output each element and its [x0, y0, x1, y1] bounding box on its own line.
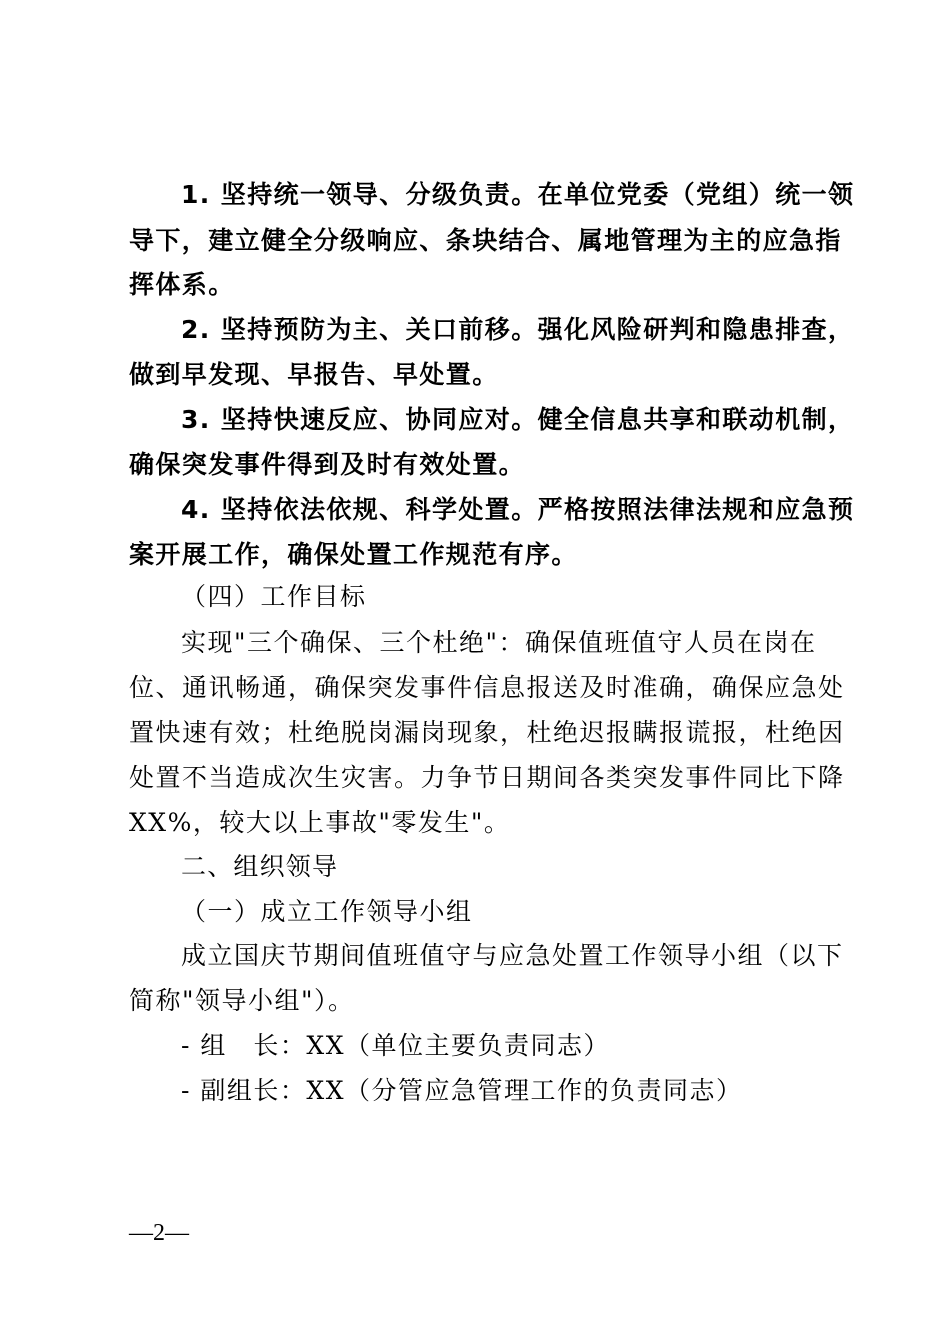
group-leader-item: - 组 长：XX（单位主要负责同志） [181, 1031, 610, 1060]
principle-1-line-1: 1. 坚持统一领导、分级负责。在单位党委（党组）统一领 [181, 180, 855, 209]
leading-group-line-2: 简称"领导小组"）。 [129, 986, 355, 1015]
principle-1-line-3: 挥体系。 [129, 270, 235, 299]
deputy-leader-item: - 副组长：XX（分管应急管理工作的负责同志） [181, 1076, 743, 1105]
principle-3-line-2: 确保突发事件得到及时有效处置。 [129, 450, 526, 479]
page-number: —2— [129, 1220, 189, 1246]
goals-line-1: 实现"三个确保、三个杜绝"：确保值班值守人员在岗在 [181, 628, 817, 657]
leading-group-line-1: 成立国庆节期间值班值守与应急处置工作领导小组（以下 [181, 941, 844, 970]
principle-2-line-2: 做到早发现、早报告、早处置。 [129, 360, 499, 389]
chapter-heading-organization: 二、组织领导 [181, 852, 339, 881]
section-heading-work-goals: （四）工作目标 [181, 582, 367, 611]
goals-line-5: XX%，较大以上事故"零发生"。 [129, 808, 511, 837]
principle-4-line-1: 4. 坚持依法依规、科学处置。严格按照法律法规和应急预 [181, 495, 855, 524]
principle-2-line-1: 2. 坚持预防为主、关口前移。强化风险研判和隐患排查， [181, 315, 855, 344]
section-heading-leading-group: （一）成立工作领导小组 [181, 897, 473, 926]
principle-1-line-2: 导下，建立健全分级响应、条块结合、属地管理为主的应急指 [129, 226, 842, 255]
principle-4-line-2: 案开展工作，确保处置工作规范有序。 [129, 540, 578, 569]
goals-line-4: 处置不当造成次生灾害。力争节日期间各类突发事件同比下降 [129, 763, 845, 792]
principle-3-line-1: 3. 坚持快速反应、协同应对。健全信息共享和联动机制， [181, 405, 855, 434]
goals-line-3: 置快速有效；杜绝脱岗漏岗现象，杜绝迟报瞒报谎报，杜绝因 [129, 718, 845, 747]
goals-line-2: 位、通讯畅通，确保突发事件信息报送及时准确，确保应急处 [129, 673, 845, 702]
